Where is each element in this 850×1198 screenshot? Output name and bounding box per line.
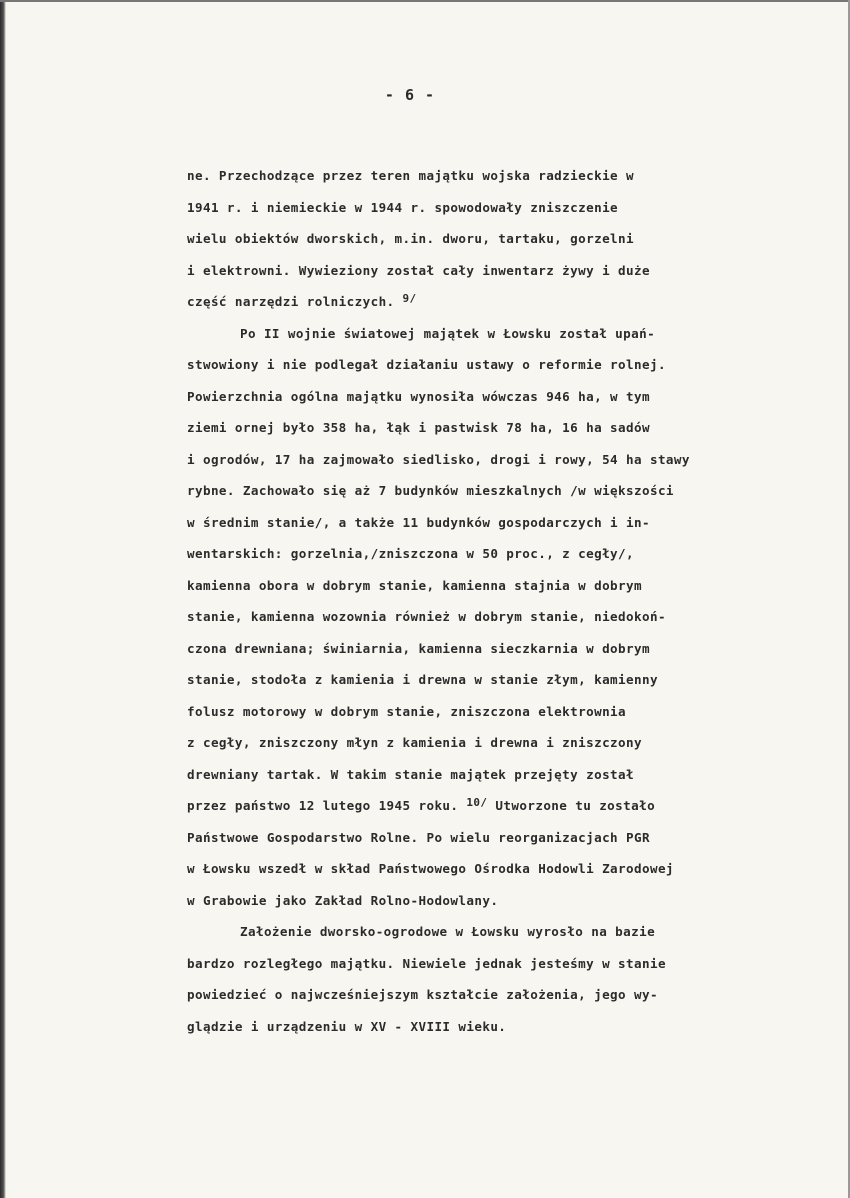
line-text: ne. Przechodzące przez teren majątku wojska radzieckie w [187, 168, 634, 183]
line-text: z cegły, zniszczony młyn z kamienia i drewna i zniszczony [187, 735, 642, 750]
text-line [187, 381, 847, 413]
line-text: stwowiony i nie podlegał działaniu ustawy o reformie rolnej. [187, 357, 666, 372]
footnote-marker: 9/ [402, 292, 417, 305]
text-line [187, 727, 847, 759]
line-text: Państwowe Gospodarstwo Rolne. Po wielu reorganizacjach PGR [187, 829, 650, 845]
text-line [187, 412, 847, 444]
text-line [187, 790, 847, 822]
text-line [187, 633, 847, 665]
text-line [187, 160, 847, 192]
line-text: drewniany tartak. W takim stanie majątek przejęty został [187, 766, 634, 782]
text-line [187, 822, 847, 854]
text-line [187, 759, 847, 791]
text-line [187, 192, 847, 224]
line-text: czona drewniana; świniarnia, kamienna sieczkarnia w dobrym [187, 640, 650, 656]
line-text: Po II wojnie światowej majątek w Łowsku został upań- [240, 325, 656, 341]
text-line [187, 318, 847, 350]
line-text: w Łowsku wszedł w skład Państwowego Ośrodka Hodowli Zarodowej [187, 861, 674, 876]
line-text: przez państwo 12 lutego 1945 roku. [187, 798, 459, 813]
text-line [187, 664, 847, 696]
text-line [187, 916, 847, 948]
text-line [187, 948, 847, 980]
scan-edge-left [0, 0, 6, 1198]
line-text: Założenie dworsko-ogrodowe w Łowsku wyrosło na bazie [240, 924, 656, 939]
line-text: część narzędzi rolniczych. [187, 294, 395, 309]
line-text: i elektrowni. Wywieziony został cały inwentarz żywy i duże [187, 262, 650, 278]
text-line [187, 1011, 847, 1043]
footnote-marker: 10/ [466, 796, 488, 809]
line-text: stanie, kamienna wozownia również w dobrym stanie, niedokoń- [187, 609, 666, 624]
text-line [187, 885, 847, 917]
page-number: - 6 - [384, 86, 436, 104]
line-text: w średnim stanie/, a także 11 budynków gospodarczych i in- [187, 514, 650, 530]
line-text: w Grabowie jako Zakład Rolno-Hodowlany. [187, 892, 499, 908]
line-text: wielu obiektów dworskich, m.in. dworu, tartaku, gorzelni [187, 231, 634, 246]
line-text: rybne. Zachowało się aż 7 budynków mieszkalnych /w większości [187, 483, 674, 498]
text-line [187, 349, 847, 381]
text-line [187, 853, 847, 885]
text-line [187, 538, 847, 570]
text-line [187, 601, 847, 633]
text-line [187, 444, 847, 476]
line-text: glądzie i urządzeniu w XV - XVIII wieku. [187, 1018, 507, 1034]
line-text: i ogrodów, 17 ha zajmowało siedlisko, drogi i rowy, 54 ha stawy [187, 451, 690, 467]
line-text: stanie, stodoła z kamienia i drewna w stanie złym, kamienny [187, 672, 658, 687]
text-line [187, 255, 847, 287]
text-line [187, 507, 847, 539]
text-line [187, 696, 847, 728]
line-text: powiedzieć o najwcześniejszym kształcie założenia, jego wy- [187, 987, 658, 1002]
text-line [187, 223, 847, 255]
line-text: 1941 r. i niemieckie w 1944 r. spowodowały zniszczenie [187, 199, 619, 215]
scan-edge-top [0, 0, 850, 2]
line-text: wentarskich: gorzelnia,/zniszczona w 50 proc., z cegły/, [187, 546, 634, 561]
line-text: ziemi ornej było 358 ha, łąk i pastwisk 78 ha, 16 ha sadów [187, 420, 650, 435]
line-text-continuation: Utworzone tu zostało [487, 798, 656, 813]
document-body [187, 160, 847, 1042]
line-text: kamienna obora w dobrym stanie, kamienna stajnia w dobrym [187, 577, 642, 593]
text-line [187, 570, 847, 602]
text-line [187, 979, 847, 1011]
line-text: folusz motorowy w dobrym stanie, zniszczona elektrownia [187, 703, 627, 719]
text-line [187, 475, 847, 507]
text-line [187, 286, 847, 318]
line-text: bardzo rozległego majątku. Niewiele jednak jesteśmy w stanie [187, 955, 666, 971]
line-text: Powierzchnia ogólna majątku wynosiła wówczas 946 ha, w tym [187, 388, 650, 404]
